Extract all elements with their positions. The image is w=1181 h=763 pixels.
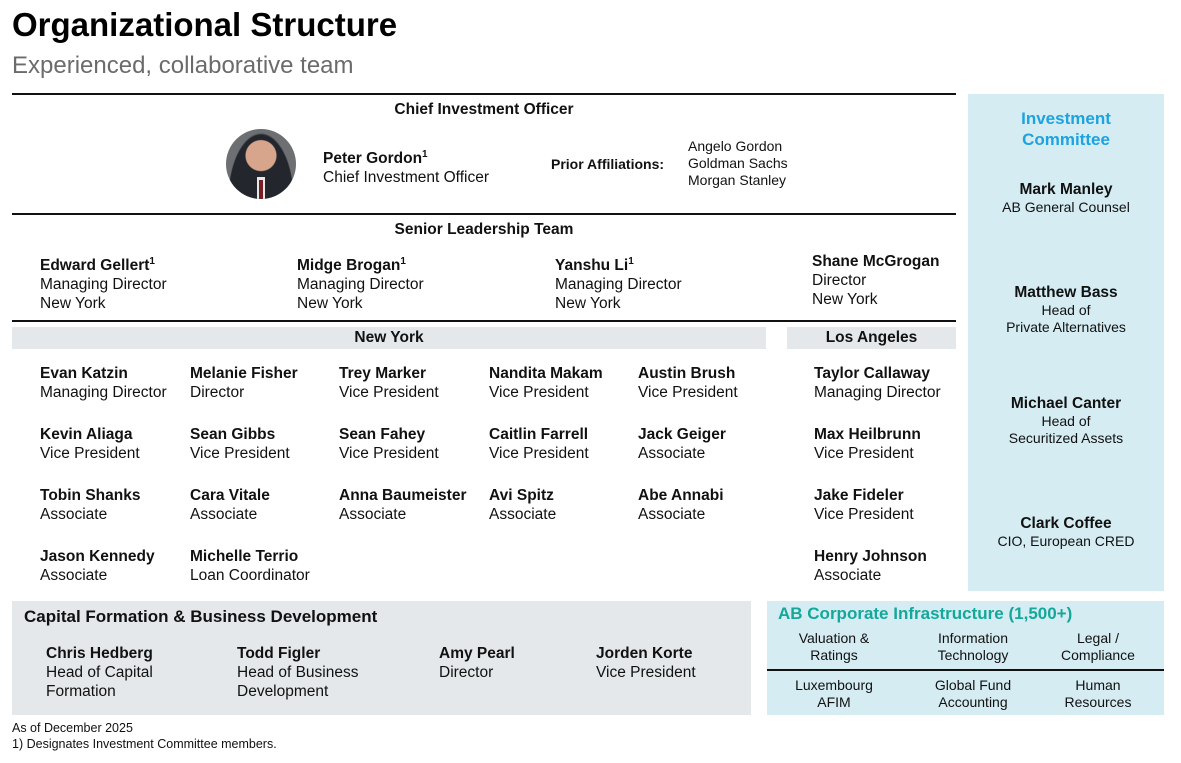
member-name: Max Heilbrunn — [814, 426, 921, 443]
member-name: Cara Vitale — [190, 487, 270, 504]
committee-member-title: Head of — [1041, 413, 1091, 429]
cio-name: Peter Gordon$^1$ — [323, 149, 428, 168]
committee-member-title: AB General Counsel — [1002, 199, 1130, 215]
team-member — [814, 425, 921, 463]
team-member — [489, 486, 556, 524]
team-member — [489, 425, 589, 463]
member-title: Associate — [489, 506, 557, 523]
capital-team-member — [237, 644, 359, 701]
member-name: Anna Baumeister — [339, 487, 467, 504]
member-title: Loan Coordinator — [190, 567, 310, 584]
member-title: Vice President — [489, 384, 589, 401]
infrastructure-function: Human Resources — [1064, 677, 1132, 710]
committee-member-title: Private Alternatives — [1006, 319, 1126, 335]
committee-member-title: Securitized Assets — [1008, 430, 1124, 446]
member-name: Avi Spitz — [489, 487, 554, 504]
member-title: Vice President — [339, 384, 439, 401]
member-title: Head of Capital — [46, 664, 153, 681]
capital-formation-panel — [12, 601, 751, 715]
corporate-infrastructure-title: AB Corporate Infrastructure (1,500+) — [778, 604, 1073, 623]
member-title: Vice President — [489, 445, 589, 462]
member-title: Vice President — [190, 445, 290, 462]
member-title: Vice President — [814, 506, 914, 523]
member-title: Vice President — [638, 384, 738, 401]
member-title: Vice President — [596, 664, 696, 681]
member-name: Austin Brush — [638, 365, 736, 382]
infrastructure-function: Valuation & Ratings — [798, 630, 870, 663]
cio-card — [323, 145, 489, 187]
senior-leader-role: Managing Director — [297, 276, 424, 294]
team-member — [814, 486, 914, 524]
committee-member-title: Head of — [1041, 302, 1091, 318]
member-title: Associate — [638, 445, 706, 462]
prior-affiliation: Morgan Stanley — [688, 172, 787, 188]
member-name: Evan Katzin — [40, 365, 128, 382]
member-name: Chris Hedberg — [46, 645, 153, 662]
team-member — [339, 425, 439, 463]
investment-committee-title: Investment Committee — [1021, 109, 1111, 149]
member-name: Amy Pearl — [439, 645, 515, 662]
senior-leader-location: New York — [40, 295, 106, 313]
office-rule — [12, 320, 956, 322]
member-title: Vice President — [339, 445, 439, 462]
footnote: 1) Designates Investment Committee members. — [12, 737, 277, 751]
capital-team-member — [596, 644, 696, 682]
los-angeles-header: Los Angeles — [787, 327, 956, 349]
member-name: Michelle Terrio — [190, 548, 299, 565]
as-of-date: As of December 2025 — [12, 721, 133, 735]
senior-leader-card: Midge Brogan$^1$ Managing Director New York — [297, 256, 424, 313]
prior-affiliation: Goldman Sachs — [688, 155, 788, 171]
senior-leader-card — [812, 252, 939, 309]
member-title: Director — [190, 384, 245, 401]
prior-affiliation: Angelo Gordon — [688, 138, 783, 154]
member-name: Sean Fahey — [339, 426, 426, 443]
member-title: Associate — [190, 506, 258, 523]
team-member — [339, 486, 466, 524]
prior-affiliations-label: Prior Affiliations: — [551, 156, 665, 172]
team-member — [190, 425, 290, 463]
senior-leader-location: New York — [812, 291, 878, 308]
infrastructure-divider — [767, 669, 1164, 671]
committee-member-name: Mark Manley — [1019, 181, 1113, 198]
member-name: Jack Geiger — [638, 426, 726, 443]
corporate-infrastructure-panel — [767, 601, 1164, 715]
member-name: Jorden Korte — [596, 645, 693, 662]
infrastructure-function: Global Fund Accounting — [934, 677, 1012, 710]
member-title: Managing Director — [40, 384, 167, 401]
committee-member-name: Clark Coffee — [1020, 515, 1112, 532]
member-title: Development — [237, 683, 329, 700]
senior-leader-role: Managing Director — [40, 276, 167, 294]
infrastructure-function: Information Technology — [937, 630, 1009, 663]
senior-leader-name: Edward Gellert — [40, 257, 150, 275]
team-member — [190, 364, 298, 402]
member-title: Managing Director — [814, 384, 941, 401]
member-name: Caitlin Farrell — [489, 426, 589, 443]
senior-leader-role: Director — [812, 272, 867, 289]
cio-top-rule — [12, 93, 956, 95]
committee-member — [968, 180, 1164, 216]
prior-affiliations-list — [688, 138, 788, 189]
capital-team-member — [46, 644, 153, 701]
capital-formation-title: Capital Formation & Business Development — [24, 607, 378, 626]
member-name: Tobin Shanks — [40, 487, 141, 504]
senior-leader-location: New York — [555, 295, 621, 313]
team-member — [40, 486, 140, 524]
senior-leader-name: Midge Brogan — [297, 257, 401, 275]
cio-role: Chief Investment Officer — [323, 169, 489, 187]
infrastructure-function: Legal / Compliance — [1061, 630, 1135, 663]
team-member — [339, 364, 439, 402]
member-title: Associate — [638, 506, 706, 523]
page-title: Organizational Structure — [12, 6, 398, 43]
investment-committee-panel — [968, 94, 1164, 591]
member-title: Formation — [46, 683, 116, 700]
member-name: Trey Marker — [339, 365, 427, 382]
member-title: Associate — [339, 506, 407, 523]
senior-leader-card: Yanshu Li$^1$ Managing Director New York — [555, 256, 682, 313]
member-name: Sean Gibbs — [190, 426, 276, 443]
new-york-header: New York — [12, 327, 766, 349]
member-name: Jason Kennedy — [40, 548, 155, 565]
committee-member — [968, 283, 1164, 336]
committee-member-title: CIO, European CRED — [997, 533, 1135, 549]
senior-leader-location: New York — [297, 295, 363, 313]
committee-member-name: Matthew Bass — [1014, 284, 1118, 301]
member-title: Director — [439, 664, 494, 681]
member-title: Associate — [40, 506, 108, 523]
member-title: Associate — [814, 567, 882, 584]
team-member — [190, 486, 270, 524]
committee-member-name: Michael Canter — [1010, 395, 1122, 412]
member-name: Taylor Callaway — [814, 365, 931, 382]
team-member — [190, 547, 310, 585]
team-member — [814, 547, 927, 585]
senior-leader-name: Shane McGrogan — [812, 253, 940, 270]
cio-photo — [226, 129, 296, 199]
member-name: Nandita Makam — [489, 365, 603, 382]
senior-leadership-title: Senior Leadership Team — [394, 221, 574, 238]
committee-member — [968, 394, 1164, 447]
senior-leader-name: Yanshu Li — [555, 257, 629, 275]
senior-leadership-rule — [12, 213, 956, 215]
senior-leader-card: Edward Gellert$^1$ Managing Director New York — [40, 256, 167, 313]
team-member — [638, 486, 724, 524]
member-name: Abe Annabi — [638, 487, 724, 504]
team-member — [638, 364, 738, 402]
senior-leader-role: Managing Director — [555, 276, 682, 294]
page-subtitle: Experienced, collaborative team — [12, 52, 354, 79]
member-name: Henry Johnson — [814, 548, 927, 565]
committee-member — [968, 514, 1164, 550]
member-name: Todd Figler — [237, 645, 321, 662]
member-title: Head of Business — [237, 664, 359, 681]
cio-section-title: Chief Investment Officer — [394, 101, 574, 118]
member-title: Vice President — [40, 445, 140, 462]
team-member — [638, 425, 726, 463]
team-member — [814, 364, 941, 402]
team-member — [40, 547, 155, 585]
member-name: Jake Fideler — [814, 487, 904, 504]
team-member — [489, 364, 603, 402]
infrastructure-function: Luxembourg AFIM — [795, 677, 873, 710]
capital-team-member — [439, 644, 515, 682]
team-member — [40, 364, 167, 402]
member-title: Associate — [40, 567, 108, 584]
member-name: Kevin Aliaga — [40, 426, 133, 443]
member-title: Vice President — [814, 445, 914, 462]
member-name: Melanie Fisher — [190, 365, 298, 382]
team-member — [40, 425, 140, 463]
